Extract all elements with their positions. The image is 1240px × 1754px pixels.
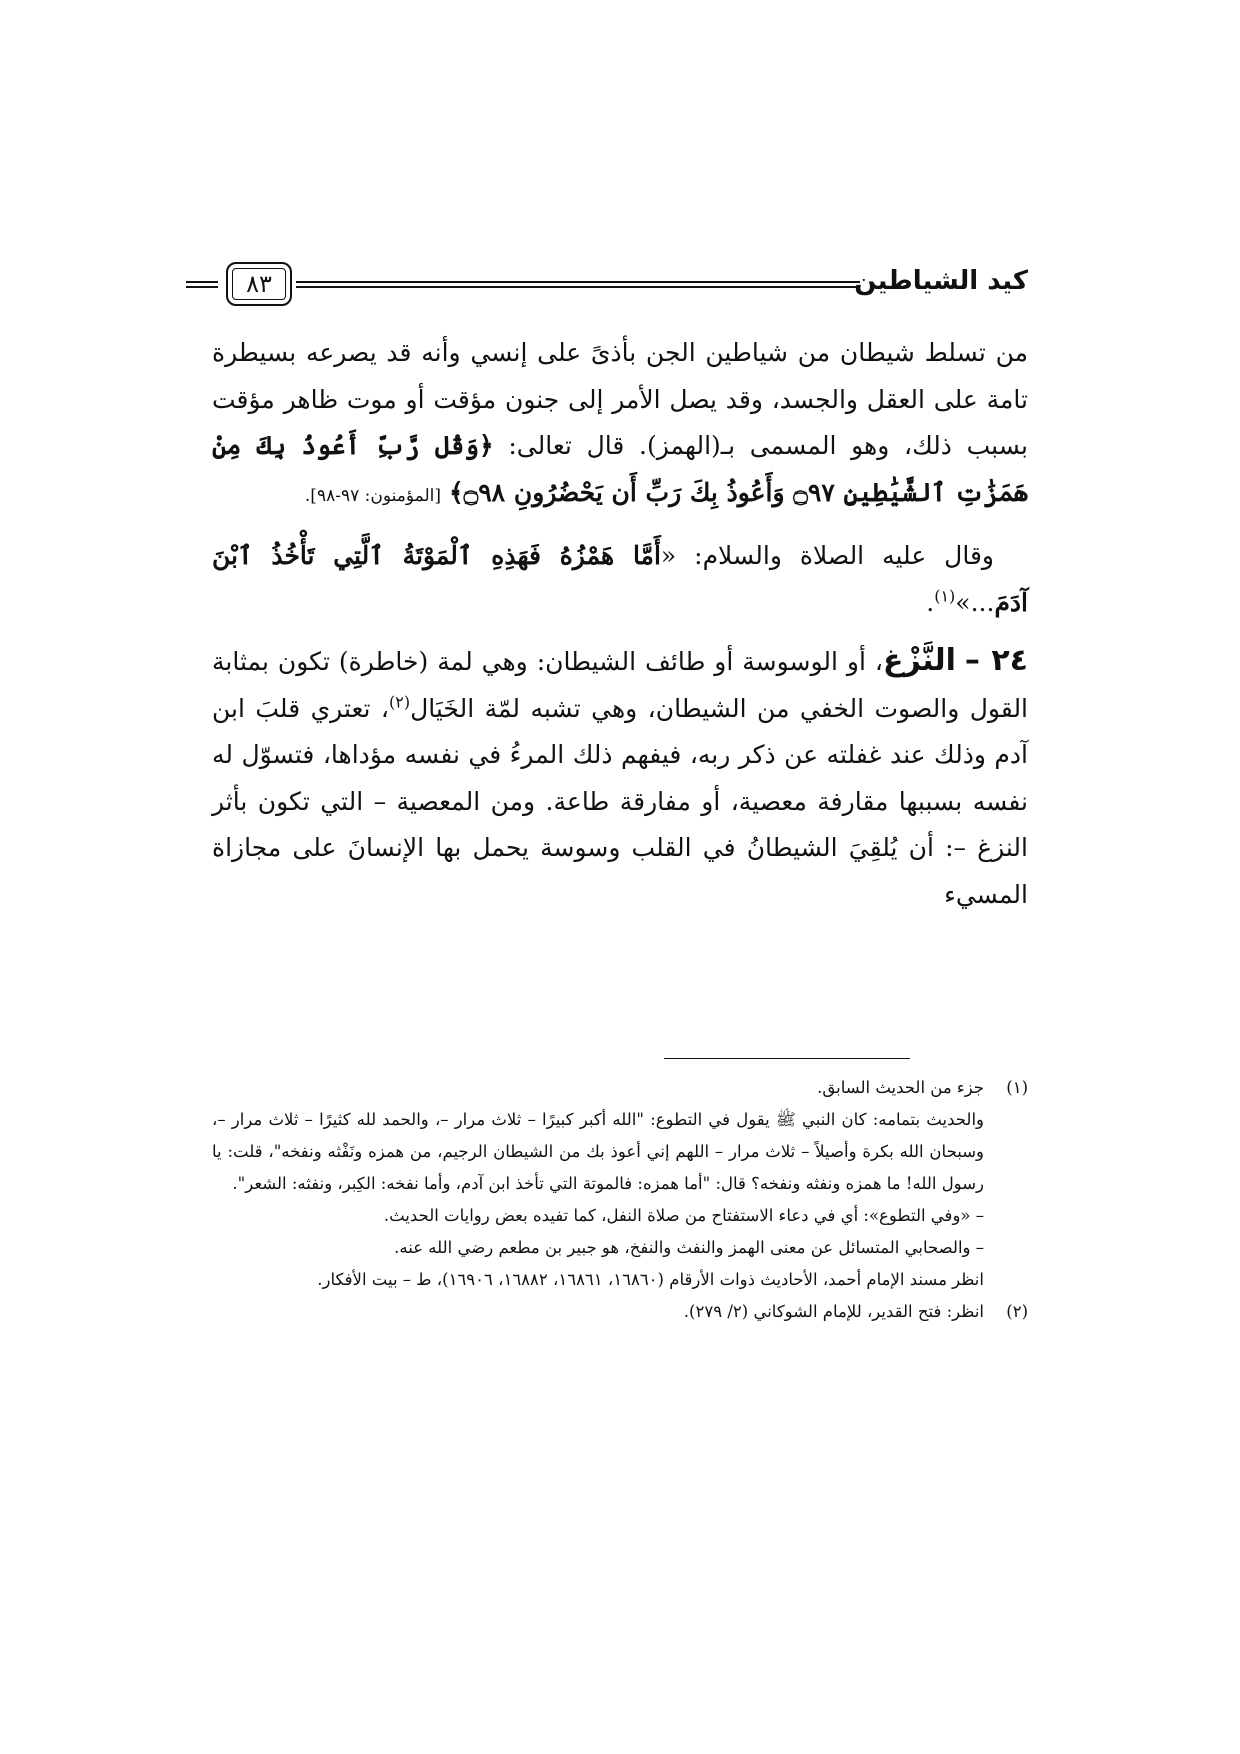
footnote-1: [212, 1072, 1028, 1104]
footnote-ref-2[interactable]: (٢): [389, 692, 411, 712]
footnote-1-line-2: والحديث بتمامه: كان النبي ﷺ يقول في التطوع: "الله أكبر كبيرًا – ثلاث مرار –، والحمد لله كثيرًا – ثلاث مرار –، وسبحان الله بكرة وأصيلاً – ثلاث مرار – اللهم إني أعوذ بك من الشيطان الرجيم، من همزه ونَفْثه ونفخه"، قلت: يا رسول الله! ما همزه ونفثه ونفخه؟ قال: "أما همزه: فالموتة التي تأخذ ابن آدم، وأما نفخه: الكِبر، ونفثه: الشعر".: [212, 1110, 984, 1193]
footnote-1-line-1: جزء من الحديث السابق.: [817, 1078, 984, 1097]
footnote-1-line-5: انظر مسند الإمام أحمد، الأحاديث ذوات الأرقام (١٦٨٦٠، ١٦٨٦١، ١٦٨٨٢، ١٦٩٠٦)، ط – بيت الأفكار.: [317, 1270, 984, 1289]
main-text: [212, 330, 1028, 918]
book-title: كيد الشياطين: [854, 266, 1028, 296]
item-number: ٢٤ –: [964, 643, 1028, 678]
footnotes: [212, 1072, 1028, 1328]
quran-verse: ﴿وَقُل رَّبِّ أَعُوذُ بِكَ مِنْ هَمَزَٰتِ ٱلشَّيَٰطِينِ ۝٩٧ وَأَعُوذُ بِكَ رَبِّ أَن يَحْضُرُونِ ۝٩٨﴾: [212, 431, 1028, 507]
footnote-1-number: (١): [1006, 1078, 1028, 1097]
footnote-ref-1[interactable]: (١): [934, 586, 956, 606]
footnote-2-number: (٢): [1006, 1302, 1028, 1321]
paragraph-3-text-b: ، تعتري قلبَ ابن آدم وذلك عند غفلته عن ذكر ربه، فيفهم ذلك المرءُ في نفسه مؤداها، فتسوّل له نفسه بسببها مقارفة معصية، أو مفارقة طاعة. ومن المعصية – التي تكون بأثر النزغ –: أن يُلقِيَ الشيطانُ في القلب وسوسة يحمل بها الإنسانَ على مجازاة المسيء: [212, 693, 1028, 909]
hadith-quote: أَمَّا هَمْزُهُ فَهَذِهِ ٱلْمَوْتَةُ ٱلَّتِي تَأْخُذُ ٱبْنَ آدَمَ: [212, 541, 1028, 617]
footnote-separator: [664, 1058, 910, 1059]
paragraph-3-text-a: ، أو الوسوسة أو طائف الشيطان: وهي لمة (خاطرة) تكون بمثابة القول والصوت الخفي من الشيطان، وهي تشبه لمّة الخَيَال: [212, 647, 1029, 723]
header-rule-end: [186, 281, 218, 288]
verse-reference: [المؤمنون: ٩٧-٩٨].: [304, 485, 441, 506]
paragraph-1: [212, 330, 1028, 519]
running-header: [186, 262, 1028, 310]
footnote-2-text: انظر: فتح القدير، للإمام الشوكاني (٢/ ٢٧٩).: [683, 1302, 984, 1321]
footnote-1-line-4: – والصحابي المتسائل عن معنى الهمز والنفث والنفخ، هو جبير بن مطعم رضي الله عنه.: [394, 1238, 984, 1257]
paragraph-1-text: من تسلط شيطان من شياطين الجن بأذىً على إنسي وأنه قد يصرعه بسيطرة تامة على العقل والجسد، وقد يصل الأمر إلى جنون مؤقت أو موت ظاهر مؤقت بسبب ذلك، وهو المسمى بـ(الهمز). قال تعالى:: [212, 338, 1028, 460]
paragraph-2: وقال عليه الصلاة والسلام: «أَمَّا هَمْزُهُ فَهَذِهِ ٱلْمَوْتَةُ ٱلَّتِي تَأْخُذُ ٱبْنَ آدَمَ...»$^{(١)}$.: [212, 541, 1028, 617]
page-number: ٨٣: [226, 262, 292, 306]
paragraph-3: [212, 638, 1028, 918]
term-heading: النَّزْغ: [882, 643, 956, 678]
footnote-2: [212, 1296, 1028, 1328]
hadith-quote-end: ...»: [955, 587, 995, 617]
header-rule: [296, 281, 860, 288]
paragraph-2-text: وقال عليه الصلاة والسلام: «: [660, 541, 994, 570]
footnote-1-line-3: – «وفي التطوع»: أي في دعاء الاستفتاح من صلاة النفل، كما تفيده بعض روايات الحديث.: [383, 1206, 984, 1225]
